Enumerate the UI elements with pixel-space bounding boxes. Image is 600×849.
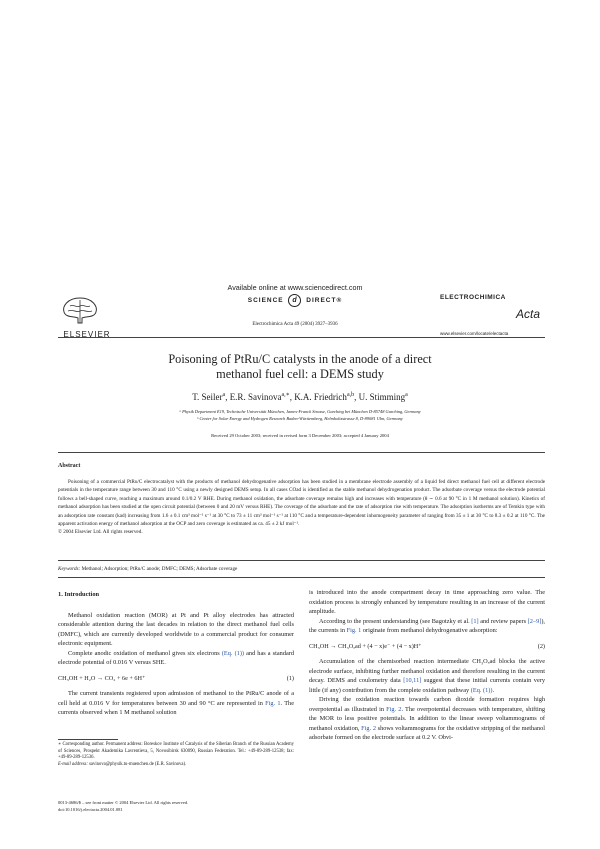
paragraph-text: ), the currents in xyxy=(309,617,545,634)
abstract-divider-top xyxy=(58,452,545,453)
reference-link[interactable]: [10,11] xyxy=(403,677,422,684)
sciencedirect-logo xyxy=(180,294,410,307)
keywords xyxy=(58,566,545,572)
author-name: K.A. Friedrich xyxy=(294,392,347,402)
author-sup: a,∗ xyxy=(281,392,290,398)
author-name: U. Stimming xyxy=(358,392,406,402)
email-note xyxy=(58,762,294,769)
paragraph-text: Accumulation of the chemisorbed reaction intermediate CH₃Oₓad blocks the active electrode surface, inhibiting further methanol oxidation and therefore resulting in the current decay. DEMS and coulometry data xyxy=(309,658,545,684)
affiliation-a: ᵃ Physik Department E19, Technische Universität München, James-Franck Strasse, Garching bei München D-85748 Garching, Germany xyxy=(179,409,421,414)
figure-link[interactable]: Fig. 1 xyxy=(346,627,362,634)
paragraph-text: and has a standard electrode potential of 0.016 V versus SHE. xyxy=(58,649,295,666)
author-name: E.R. Savinova xyxy=(229,392,282,402)
abstract-divider-bottom xyxy=(58,577,545,578)
section-heading-introduction: 1. Introduction xyxy=(58,591,100,598)
left-column xyxy=(58,590,294,718)
paragraph-text: The current transients registered upon admission of methanol to the PtRu/C anode of a cell held at 0.016 V for temperatures between 30 and 90 °C are represented in xyxy=(58,690,294,707)
paragraph xyxy=(58,689,294,718)
email-address[interactable]: savinova@physik.tu-muenchen.de (E.R. Savinova). xyxy=(89,761,187,767)
abstract-copyright: © 2004 Elsevier Ltd. All rights reserved. xyxy=(58,529,143,536)
email-label: E-mail address: xyxy=(58,761,88,767)
title-line-2: methanol fuel cell: a DEMS study xyxy=(216,367,384,381)
paragraph-text: . The currents observed when 1 M methanol solution xyxy=(58,699,295,716)
equation-link[interactable]: (Eq. (1)) xyxy=(221,649,245,657)
equation-2 xyxy=(309,642,545,652)
author-sup: a xyxy=(405,392,408,398)
paragraph-text: shows voltammograms for the oxidative stripping of the methanol adsorbate formed on the electrode surface at 0.2 V. Obvi- xyxy=(309,724,546,741)
header-divider xyxy=(58,337,545,338)
sciencedirect-right: DIRECT® xyxy=(306,297,343,305)
keywords-list: Methanol; Adsorption; PtRu/C anode; DMFC; DEMS; Adsorbate coverage xyxy=(81,566,238,572)
figure-link[interactable]: Fig. 2 xyxy=(386,705,402,713)
figure-link[interactable]: Fig. 1 xyxy=(265,699,281,707)
author-list: T. Seiler$^a$, E.R. Savinova$^{a,∗}$, K.A. Friedrich$^{a,b}$, U. Stimming$^a$ xyxy=(192,392,408,402)
journal-logo xyxy=(440,294,560,336)
corresponding-author-note: ∗ Corresponding author. Permanent address: Boreskov Institute of Catalysis of the Siberian Branch of the Russian Academy of Sciences, Prospekt Akademika Lavrentieva, 5, Novosibirsk 630090, Russian Federation. Tel.: +49-89-289-12538; fax: +49-89-289-12536. xyxy=(58,742,294,761)
abstract-divider-mid xyxy=(58,560,545,561)
paragraph: is introduced into the anode compartment decay in time approaching zero value. The oxidation process is strongly enhanced by temperature resulting in an increase of the current amplitude. xyxy=(309,589,545,615)
paragraph-text: Complete anodic oxidation of methanol gives six electrons xyxy=(68,649,220,657)
paragraph xyxy=(309,657,545,695)
title-line-1: Poisoning of PtRu/C catalysts in the anode of a direct xyxy=(168,352,432,366)
paragraph-text: and review papers xyxy=(480,617,527,625)
equation-link[interactable]: (Eq. (1)) xyxy=(470,686,493,694)
equation-body: CH₃OH → CH₃Oₓad + (4 − x)e⁻ + (4 − x)H⁺ xyxy=(309,642,422,650)
author-name: T. Seiler xyxy=(192,392,223,402)
abstract-text: Poisoning of a commercial PtRu/C electrocatalyst with the products of methanol dehydrogenative adsorption has been studied in a membrane electrode assembly of a liquid fed direct methanol fuel cell at different electrode potentials in the temperature range between 30 and 110 °C using a newly designed DEMS setup. In all cases COad is identified as the stable methanol dehydrogenation product. The adsorbate coverage versus the electrode potential follows a bell-shaped curve, reaching a maximum around 0.1/0.2 V RHE. During methanol oxidation, the adsorbate coverage remains high and increases with temperature (θ ∼ 0.6 at 90 °C in 1 M methanol solution). Kinetics of methanol adsorption has been studied at the open circuit potential (between 0 and 20 mV versus RHE). The coverage of the adsorbate and the rate of adsorption rise with temperature. The adsorption isotherms are of Temkin type with an adsorption rate constant (kad) increasing from 1.6 ± 0.1 cm³ mol⁻¹ s⁻¹ at 30 °C to 73 ± 11 cm³ mol⁻¹ s⁻¹ at 110 °C and a temperature-dependent inhomogeneity parameter of ranging from 35 ± 1 at 30 °C to 8.3 ± 0.2 at 110 °C. The apparent activation energy of methanol adsorption at the OCP and zero coverage is estimated as ca. 45 ± 2 kJ mol⁻¹. xyxy=(58,479,545,528)
journal-acta: Acta xyxy=(515,307,540,321)
reference-link[interactable]: [2–9] xyxy=(527,617,542,625)
right-column xyxy=(309,588,545,743)
equation-body: CH₃OH + H₂O → CO₂ + 6e + 6H⁺ xyxy=(58,674,146,682)
paragraph: Methanol oxidation reaction (MOR) at Pt and Pt alloy electrodes has attracted considerable attention during the last decades in relation to the direct methanol fuel cells (DMFC), which are currently developed worldwide to a commercial product for consumer electronic equipment. xyxy=(58,611,294,647)
sciencedirect-left: SCIENCE xyxy=(247,297,284,305)
sciencedirect-mark-icon: d xyxy=(288,294,301,307)
article-title xyxy=(60,352,540,382)
paragraph-text: suggest that these initial currents contain very little (if any) contribution from the complete oxidation pathway xyxy=(309,677,545,694)
reference-link[interactable]: [1] xyxy=(471,617,479,625)
affiliation-b: ᵇ Center for Solar Energy and Hydrogen Research Baden-Württemberg, Helmholtzstrasse 8, D-89081 Ulm, Germany xyxy=(197,416,403,421)
bottom-info xyxy=(58,800,188,813)
doi-line[interactable]: doi:10.1016/j.electacta.2004.01.081 xyxy=(58,806,123,812)
paragraph-text: . The overpotential decreases with temperature, shifting the MOR to less positive potentials. In addition to the linear sweep voltammograms of methanol oxidation, xyxy=(309,705,545,732)
abstract-body xyxy=(58,478,545,537)
journal-name: ELECTROCHIMICA xyxy=(440,294,506,301)
paragraph xyxy=(309,617,545,636)
issn-line: 0013-4686/$ – see front matter © 2004 Elsevier Ltd. All rights reserved. xyxy=(58,800,189,805)
author-sup: a xyxy=(222,392,226,398)
available-online: Available online at www.sciencedirect.com xyxy=(227,283,363,292)
journal-reference: Electrochimica Acta 49 (2004) 3927–3936 xyxy=(252,322,338,327)
equation-number: (1) xyxy=(286,674,294,682)
journal-url[interactable]: www.elsevier.com/locate/electacta xyxy=(440,331,509,336)
equation-1 xyxy=(58,674,294,684)
paragraph-text: . xyxy=(492,686,495,694)
elsevier-logo xyxy=(58,294,116,339)
author-sup: a,b xyxy=(346,392,355,398)
elsevier-tree-icon xyxy=(58,294,102,324)
figure-link[interactable]: Fig. 2 xyxy=(361,724,376,732)
publisher-name: ELSEVIER xyxy=(63,330,111,339)
paragraph-text: Driving the oxidation reaction towards carbon dioxide formation requires high overpotential as illustrated in xyxy=(309,696,545,713)
keywords-label: Keywords: xyxy=(58,566,81,572)
paragraph-text: According to the present understanding (see Bagotzky et al. xyxy=(319,617,470,625)
received-dates: Received 29 October 2003; received in revised form 3 December 2003; accepted 4 January 2004 xyxy=(211,433,389,438)
paragraph-text: originate from methanol dehydrogenative adsorption: xyxy=(362,627,498,634)
footnotes xyxy=(58,742,294,768)
equation-number: (2) xyxy=(537,642,545,650)
abstract-heading: Abstract xyxy=(58,463,81,469)
paragraph xyxy=(58,649,294,668)
paragraph xyxy=(309,695,545,743)
footnote-divider xyxy=(58,739,118,740)
